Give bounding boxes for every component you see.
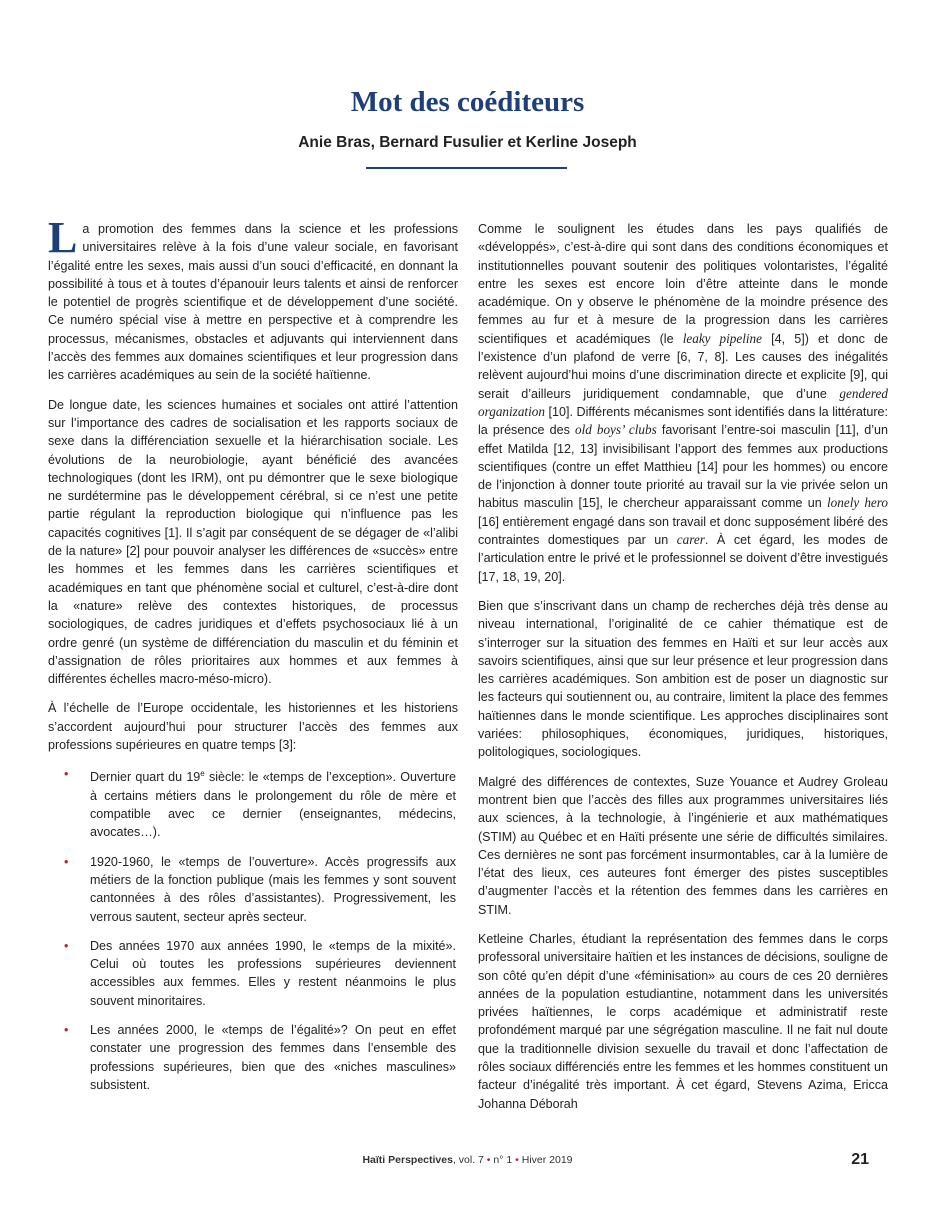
list-item: • Des années 1970 aux années 1990, le «temps de la mixité». Celui où toutes les professions supérieures deviennent accessibles aux femmes. Elles y restent néanmoins le plus souvent minoritaires.: [64, 937, 458, 1010]
page-number: 21: [851, 1151, 869, 1168]
paragraph: Malgré des différences de contextes, Suze Youance et Audrey Groleau montrent bien que l’accès des filles aux programmes universitaires liés aux sciences, à la technologie, à l’ingénierie et aux mathématiques (STIM) au Québec et en Haïti présente une série de difficultés similaires. Ces dernières ne sont pas forcément insurmontables, car à la lumière de l’état des lieux, ces auteures font émerger des pistes susceptibles d’augmenter l’accès et la rétention des femmes dans les carrières en STIM.: [478, 774, 888, 917]
page-footer: Haïti Perspectives, vol. 7 • n° 1 • Hiver 2019: [362, 1154, 573, 1166]
journal-name: Haïti Perspectives: [362, 1154, 453, 1166]
separator-dot: •: [486, 1154, 491, 1166]
paragraph: De longue date, les sciences humaines et sociales ont attiré l’attention sur l’importance des cadres de socialisation et les rapports sociaux de sexe dans la différenciation sexuelle et la hiérarchisation sociale. Les évolutions de la neurobiologie, ayant bénéficié des avancées technologiques (dont les IRM), ont pu démontrer que le sexe biologique ne surdétermine pas le développement cérébral, si ce n’est une petite partie régulant la reproduction biologique qui n’influence pas les capacités cognitives [1]. Il s’agit par conséquent de se dégager de «l’alibi de la nature» [2] pour pouvoir analyser les différences de «succès» entre les hommes et les femmes dans les carrières scientifiques et académiques en tant que phénomène social et culturel, c’est-à-dire dont la «nature» relève des contextes historiques, de processus sociologiques, de cadres juridiques et d’effets psychosociaux lié à un ordre genré (un système de différenciation du masculin et du féminin et d’assignation de rôles prioritaires aux hommes et aux femmes à différentes échelles macro-méso-micro).: [48, 397, 458, 687]
title-rule: [366, 167, 567, 169]
right-column: [478, 220, 888, 1124]
paragraph: Ketleine Charles, étudiant la représentation des femmes dans le corps professoral universitaire haïtien et les instances de décisions, souligne de son côté qu’en dépit d’une «féminisation» au cours de ces 20 dernières années de la population estudiantine, notamment dans les universités privées haïtiennes, le corps académique et administratif reste profondément marqué par une ségrégation masculine. Il ne fait nul doute que la traditionnelle division sexuelle du travail et donc l’affectation de rôles sociaux différenciés entre les femmes et les hommes constituent un facteur d’inégalité très important. À cet égard, Stevens Azima, Ericca Johanna Déborah: [478, 931, 888, 1111]
intro-paragraph: La promotion des femmes dans la science et les professions universitaires relève à la fois d’une valeur sociale, en favorisant l’égalité entre les sexes, mais aussi d’un souci d’efficacité, en donnant la possibilité à tous et à toutes d’épanouir leurs talents et ainsi de renforcer le potentiel de progrès scientifique et de développement d’une société. Ce numéro spécial vise à mettre en perspective et à comprendre les processus, mécanismes, obstacles et adjuvants qui interviennent dans l’accès des femmes aux domaines scientifiques et leur progression dans les carrières académiques au sein de la société haïtienne.: [48, 213, 458, 383]
paragraph: Bien que s’inscrivant dans un champ de recherches déjà très dense au niveau international, l’originalité de ce cahier thématique est de s’interroger sur la situation des femmes en Haïti et sur leur accès aux savoirs scientifiques, ainsi que sur leur présence et leur progression dans les carrières académiques. Son ambition est de poser un diagnostic sur les facteurs qui soutiennent ou, au contraire, limitent la place des femmes haïtiennes dans le monde scientifique. Les approches disciplinaires sont variées: philosophiques, économiques, juridiques, historiques, politologiques, sociologiques.: [478, 598, 888, 760]
drop-cap: L: [48, 213, 78, 262]
list-item: • 1920-1960, le «temps de l’ouverture». Accès progressifs aux métiers de la fonction publique (mais les femmes y sont souvent cantonnées à des rôles d’assistantes). Progressivement, les verrous sautent, secteur après secteur.: [64, 853, 458, 926]
list-item: • Les années 2000, le «temps de l’égalité»? On peut en effet constater une progression des femmes dans l’ensemble des professions supérieures, bien que des «niches masculines» subsistent.: [64, 1021, 458, 1094]
timeline-list: [48, 765, 458, 1094]
article-title: Mot des coéditeurs: [350, 86, 585, 118]
list-item: • Dernier quart du 19e siècle: le «temps de l’exception». Ouverture à certains métiers dans le prolongement du rôle de mère et compatible avec ce dernier (enseignantes, médecins, avocates…).: [64, 765, 458, 841]
paragraph: À l’échelle de l’Europe occidentale, les historiennes et les historiens s’accordent aujourd’hui pour structurer l’accès des femmes aux professions supérieures en quatre temps [3]:: [48, 701, 458, 753]
paragraph: Comme le soulignent les études dans les pays qualifiés de «développés», c’est-à-dire qui sont dans des conditions économiques et institutionnelles pouvant soutenir des politiques volontaristes, l’égalité entre les sexes est encore loin d’être atteinte dans le monde académique. On y observe le phénomène de la moindre présence des femmes au fur et à mesure de la progression dans les carrières scientifiques et académiques (le leaky pipeline [4, 5]) et donc de l’existence d’un plafond de verre [6, 7, 8]. Les causes des inégalités relèvent aujourd’hui moins d’une discrimination directe et explicite [9], qui serait d’ailleurs juridiquement condamnable, que d’une gendered organization [10]. Différents mécanismes sont identifiés dans la littérature: la présence des old boys’ clubs favorisant l’entre-soi masculin [11], d’un effet Matilda [12, 13] invisibilisant l’apport des femmes aux productions scientifiques (contre un effet Matthieu [14] pour les hommes) ou encore de l’injonction à donner toute priorité au travail sur la vie privée selon un habitus masculin [15], le chercheur apparaissant comme un lonely hero [16] entièrement engagé dans son travail et donc supposément libéré des contraintes domestiques par un carer. À cet égard, les modes de l’articulation entre le privé et le professionnel se doivent d’être investigués [17, 18, 19, 20].: [478, 222, 888, 584]
separator-dot: •: [515, 1154, 519, 1166]
left-column: [48, 213, 458, 1105]
article-authors: Anie Bras, Bernard Fusulier et Kerline Joseph: [298, 134, 637, 151]
